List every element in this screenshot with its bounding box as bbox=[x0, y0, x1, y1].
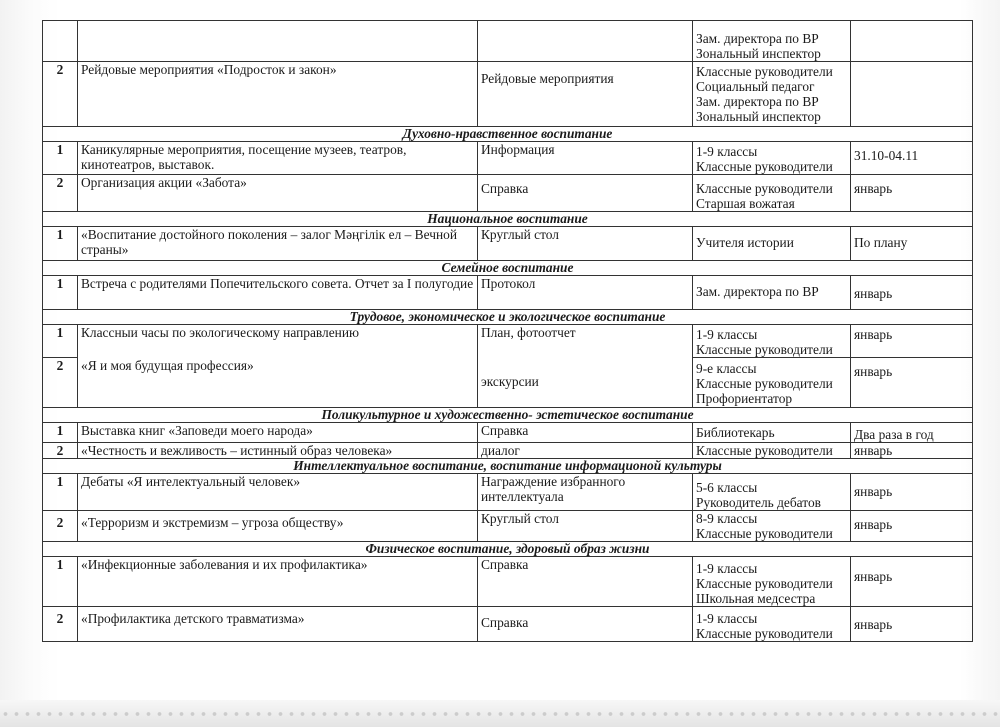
deadline-cell: январь bbox=[851, 474, 973, 511]
responsible-line: 8-9 классы bbox=[696, 511, 758, 526]
deadline-cell: январь bbox=[851, 325, 973, 358]
event-cell: «Инфекционные заболевания и их профилактика» bbox=[78, 557, 478, 607]
responsible-cell bbox=[693, 62, 851, 127]
row-number: 1 bbox=[43, 325, 78, 358]
section-header bbox=[43, 542, 973, 557]
event-cell: «Честность и вежливость – истинный образ человека» bbox=[78, 443, 478, 459]
deadline-cell: Два раза в год bbox=[851, 423, 973, 443]
table-row bbox=[43, 443, 973, 459]
responsible-line: Классные руководители bbox=[696, 64, 833, 79]
table-row bbox=[43, 276, 973, 310]
table-row bbox=[43, 607, 973, 642]
section-header bbox=[43, 212, 973, 227]
row-number: 2 bbox=[43, 511, 78, 542]
responsible-line: Зональный инспектор bbox=[696, 109, 821, 124]
table-row bbox=[43, 227, 973, 261]
responsible-line: 5-6 классы bbox=[696, 480, 758, 495]
section-title: Национальное воспитание bbox=[43, 212, 973, 227]
responsible-cell: Библиотекарь bbox=[693, 423, 851, 443]
form-cell: Рейдовые мероприятия bbox=[478, 62, 693, 127]
responsible-cell: Учителя истории bbox=[693, 227, 851, 261]
row-number bbox=[43, 21, 78, 62]
table-row bbox=[43, 175, 973, 212]
deadline-cell: 31.10-04.11 bbox=[851, 142, 973, 175]
table-row bbox=[43, 21, 973, 62]
table-row bbox=[43, 142, 973, 175]
responsible-cell: Зам. директора по ВР bbox=[693, 276, 851, 310]
responsible-line: 1-9 классы bbox=[696, 561, 758, 576]
table-row bbox=[43, 511, 973, 542]
deadline-cell: январь bbox=[851, 511, 973, 542]
responsible-line: 1-9 классы bbox=[696, 611, 758, 626]
form-cell: Справка bbox=[478, 423, 693, 443]
form-cell: Круглый стол bbox=[478, 227, 693, 261]
responsible-line: 9-е классы bbox=[696, 361, 757, 376]
plan-table bbox=[42, 20, 973, 642]
form-cell: Награждение избранного интеллектуала bbox=[478, 474, 693, 511]
row-number: 1 bbox=[43, 474, 78, 511]
event-cell: «Воспитание достойного поколения – залог Мәңгілік ел – Вечной страны» bbox=[78, 227, 478, 261]
event-cell: «Профилактика детского травматизма» bbox=[78, 607, 478, 642]
row-number: 2 bbox=[43, 358, 78, 408]
responsible-cell bbox=[693, 21, 851, 62]
section-title: Семейное воспитание bbox=[43, 261, 973, 276]
row-number: 1 bbox=[43, 276, 78, 310]
responsible-cell bbox=[693, 358, 851, 408]
responsible-line: Зам. директора по ВР bbox=[696, 31, 819, 46]
table-row bbox=[43, 325, 973, 358]
row-number: 2 bbox=[43, 175, 78, 212]
form-cell: Круглый стол bbox=[478, 511, 693, 542]
row-number: 1 bbox=[43, 557, 78, 607]
row-number: 2 bbox=[43, 607, 78, 642]
row-number: 2 bbox=[43, 62, 78, 127]
section-title: Интеллектуальное воспитание, воспитание информационой культуры bbox=[43, 459, 973, 474]
deadline-cell: январь bbox=[851, 358, 973, 408]
section-title: Физическое воспитание, здоровый образ жизни bbox=[43, 542, 973, 557]
form-cell: План, фотоотчет bbox=[478, 325, 693, 358]
responsible-cell bbox=[693, 511, 851, 542]
event-cell: Классныи часы по экологическому направлению bbox=[78, 325, 478, 358]
deadline-cell: По плану bbox=[851, 227, 973, 261]
responsible-cell bbox=[693, 557, 851, 607]
event-cell: «Терроризм и экстремизм – угроза обществу» bbox=[78, 511, 478, 542]
form-cell: Справка bbox=[478, 607, 693, 642]
event-cell: Организация акции «Забота» bbox=[78, 175, 478, 212]
deadline-cell bbox=[851, 62, 973, 127]
table-row bbox=[43, 62, 973, 127]
form-cell: экскурсии bbox=[478, 358, 693, 408]
form-cell bbox=[478, 21, 693, 62]
deadline-cell: январь bbox=[851, 557, 973, 607]
responsible-line: Социальный педагог bbox=[696, 79, 815, 94]
section-header bbox=[43, 261, 973, 276]
table-row bbox=[43, 474, 973, 511]
responsible-line: Классные руководители bbox=[696, 576, 833, 591]
event-cell: Рейдовые мероприятия «Подросток и закон» bbox=[78, 62, 478, 127]
responsible-cell bbox=[693, 325, 851, 358]
responsible-line: Школьная медсестра bbox=[696, 591, 816, 606]
responsible-line: Зональный инспектор bbox=[696, 46, 821, 61]
row-number: 1 bbox=[43, 423, 78, 443]
row-number: 1 bbox=[43, 142, 78, 175]
responsible-line: Профориентатор bbox=[696, 391, 793, 406]
form-cell: Информация bbox=[478, 142, 693, 175]
event-cell: Дебаты «Я интелектуальный человек» bbox=[78, 474, 478, 511]
event-cell: Встреча с родителями Попечительского совета. Отчет за I полугодие bbox=[78, 276, 478, 310]
section-title: Поликультурное и художественно- эстетическое воспитание bbox=[43, 408, 973, 423]
section-header bbox=[43, 459, 973, 474]
event-cell: Выставка книг «Заповеди моего народа» bbox=[78, 423, 478, 443]
row-number: 1 bbox=[43, 227, 78, 261]
section-title: Трудовое, экономическое и экологическое воспитание bbox=[43, 310, 973, 325]
deadline-cell: январь bbox=[851, 276, 973, 310]
table-row bbox=[43, 358, 973, 408]
form-cell: диалог bbox=[478, 443, 693, 459]
deadline-cell bbox=[851, 21, 973, 62]
responsible-line: 1-9 классы bbox=[696, 144, 758, 159]
deadline-cell: январь bbox=[851, 443, 973, 459]
responsible-cell bbox=[693, 474, 851, 511]
responsible-line: Классные руководители bbox=[696, 181, 833, 196]
event-cell: Каникулярные мероприятия, посещение музеев, театров, кинотеатров, выставок. bbox=[78, 142, 478, 175]
deadline-cell: январь bbox=[851, 607, 973, 642]
responsible-line: Классные руководители bbox=[696, 526, 833, 541]
deadline-cell: январь bbox=[851, 175, 973, 212]
form-cell: Справка bbox=[478, 557, 693, 607]
paper-perforation bbox=[0, 709, 1000, 719]
responsible-line: Зам. директора по ВР bbox=[696, 94, 819, 109]
responsible-line: Старшая вожатая bbox=[696, 196, 795, 211]
event-cell: «Я и моя будущая профессия» bbox=[78, 358, 478, 408]
responsible-cell bbox=[693, 142, 851, 175]
responsible-cell: Классные руководители bbox=[693, 443, 851, 459]
form-cell: Справка bbox=[478, 175, 693, 212]
responsible-line: Руководитель дебатов bbox=[696, 495, 821, 510]
responsible-line: Классные руководители bbox=[696, 342, 833, 357]
event-cell bbox=[78, 21, 478, 62]
form-cell: Протокол bbox=[478, 276, 693, 310]
section-header bbox=[43, 408, 973, 423]
table-row bbox=[43, 423, 973, 443]
row-number: 2 bbox=[43, 443, 78, 459]
responsible-line: 1-9 классы bbox=[696, 327, 758, 342]
responsible-line: Классные руководители bbox=[696, 376, 833, 391]
responsible-cell bbox=[693, 607, 851, 642]
section-title: Духовно-нравственное воспитание bbox=[43, 127, 973, 142]
responsible-line: Классные руководители bbox=[696, 159, 833, 174]
responsible-cell bbox=[693, 175, 851, 212]
responsible-line: Классные руководители bbox=[696, 626, 833, 641]
section-header bbox=[43, 310, 973, 325]
section-header bbox=[43, 127, 973, 142]
table-row bbox=[43, 557, 973, 607]
